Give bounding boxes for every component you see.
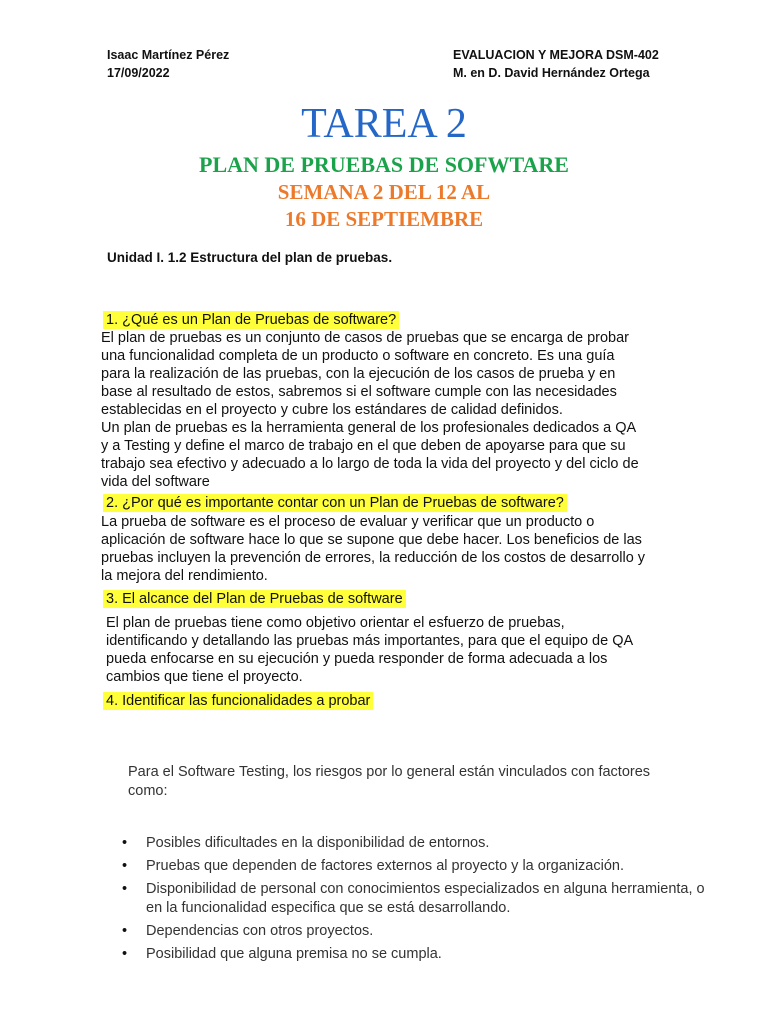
list-item-text: Disponibilidad de personal con conocimientos especializados en alguna herramienta, o en la funcionalidad especifica que se está desarrollando.	[146, 881, 705, 916]
bullet-icon: •	[122, 881, 128, 897]
week-range	[0, 179, 768, 233]
list-item-text: Posibilidad que alguna premisa no se cumpla.	[146, 946, 442, 962]
answer-line: para la realización de las pruebas, con la ejecución de los casos de prueba y en	[101, 366, 616, 382]
answer-line: vida del software	[101, 474, 210, 490]
list-item	[118, 880, 708, 918]
header-left	[107, 46, 229, 82]
week-line-1: SEMANA 2 DEL 12 AL	[277, 180, 491, 204]
bullet-icon: •	[122, 835, 128, 851]
question-4: 4. Identificar las funcionalidades a probar	[103, 692, 373, 710]
answer-line: La prueba de software es el proceso de evaluar y verificar que un producto o	[101, 514, 595, 530]
answer-3	[106, 614, 676, 686]
week-line-2: 16 DE SEPTIEMBRE	[284, 207, 484, 231]
question-2: 2. ¿Por qué es importante contar con un Plan de Pruebas de software?	[103, 494, 567, 512]
list-item-text: Pruebas que dependen de factores externos al proyecto y la organización.	[146, 858, 625, 874]
list-item	[118, 834, 708, 853]
document-title: TAREA 2	[301, 101, 467, 147]
bullet-icon: •	[122, 923, 128, 939]
unit-heading: Unidad I. 1.2 Estructura del plan de pruebas.	[107, 250, 393, 265]
answer-line: pruebas incluyen la prevención de errores, la reducción de los costos de desarrollo y	[101, 550, 646, 566]
header-right	[453, 46, 659, 82]
document-date: 17/09/2022	[107, 66, 170, 80]
answer-line: El plan de pruebas tiene como objetivo orientar el esfuerzo de pruebas,	[106, 615, 565, 631]
intro-line: Para el Software Testing, los riesgos por lo general están vinculados con factores	[128, 764, 651, 780]
document-subtitle: PLAN DE PRUEBAS DE SOFWTARE	[199, 152, 569, 177]
answer-1	[101, 329, 691, 491]
risks-intro	[128, 763, 708, 801]
answer-line: la mejora del rendimiento.	[101, 568, 268, 584]
list-item-text: Posibles dificultades en la disponibilidad de entornos.	[146, 835, 490, 851]
answer-line: pueda enfocarse en su ejecución y pueda responder de forma adecuada a los	[106, 651, 608, 667]
intro-line: como:	[128, 783, 168, 799]
risk-list	[118, 834, 708, 968]
answer-line: El plan de pruebas es un conjunto de casos de pruebas que se encarga de probar	[101, 330, 630, 346]
question-3: 3. El alcance del Plan de Pruebas de software	[103, 590, 406, 608]
bullet-icon: •	[122, 946, 128, 962]
answer-line: aplicación de software hace lo que se supone que debe hacer. Los beneficios de las	[101, 532, 642, 548]
answer-line: identificando y detallando las pruebas más importantes, para que el equipo de QA	[106, 633, 634, 649]
answer-line: una funcionalidad completa de un producto o software en concreto. Es una guía	[101, 348, 615, 364]
list-item	[118, 922, 708, 941]
answer-2	[101, 513, 691, 585]
answer-line: establecidas en el proyecto y cubre los estándares de calidad definidos.	[101, 402, 563, 418]
answer-line: trabajo sea efectivo y adecuado a lo largo de toda la vida del proyecto y del ciclo de	[101, 456, 639, 472]
list-item-text: Dependencias con otros proyectos.	[146, 923, 374, 939]
list-item	[118, 945, 708, 964]
question-1: 1. ¿Qué es un Plan de Pruebas de software?	[103, 311, 399, 329]
course-name: EVALUACION Y MEJORA DSM-402	[453, 48, 659, 62]
answer-line: base al resultado de estos, sabremos si el software cumple con las necesidades	[101, 384, 617, 400]
bullet-icon: •	[122, 858, 128, 874]
answer-line: Un plan de pruebas es la herramienta general de los profesionales dedicados a QA	[101, 420, 637, 436]
answer-line: y a Testing y define el marco de trabajo en el que deben de apoyarse para que su	[101, 438, 626, 454]
author-name: Isaac Martínez Pérez	[107, 48, 230, 62]
list-item	[118, 857, 708, 876]
answer-line: cambios que tiene el proyecto.	[106, 669, 303, 685]
teacher-name: M. en D. David Hernández Ortega	[453, 66, 650, 80]
